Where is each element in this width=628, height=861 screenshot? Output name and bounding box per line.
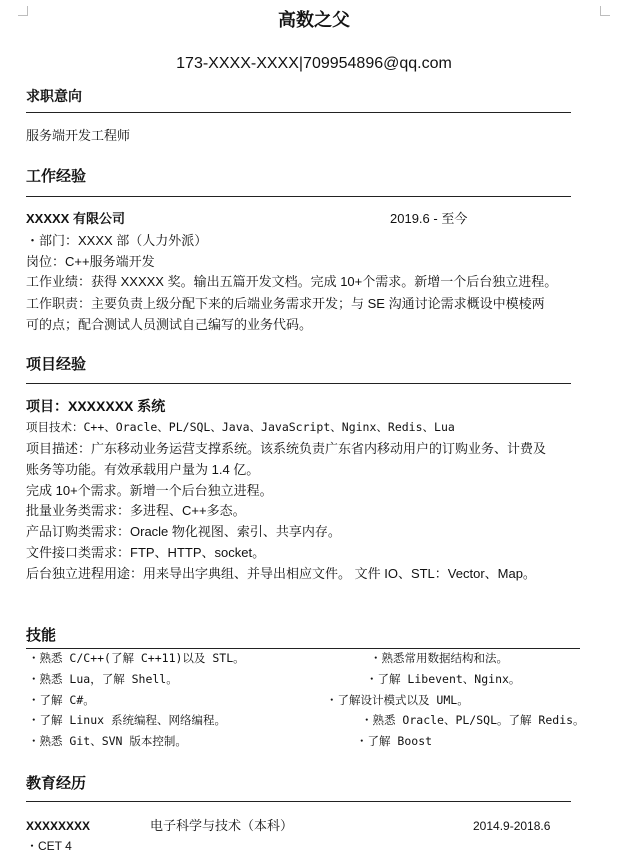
project-done: 完成 10+个需求。新增一个后台独立进程。	[26, 483, 273, 498]
project-batch: 批量业务类需求：多进程、C++多态。	[26, 503, 246, 518]
section-title-project: 项目经验	[26, 356, 87, 373]
section-divider	[26, 648, 580, 649]
resume-name: 高数之父	[278, 10, 350, 30]
section-divider	[26, 801, 571, 802]
skill-item: ・熟悉 Lua，了解 Shell。	[28, 672, 178, 686]
project-tech: 项目技术：C++、Oracle、PL/SQL、Java、JavaScript、Nginx、Redis、Lua	[26, 420, 455, 434]
project-desc-line1: 项目描述：广东移动业务运营支撑系统。该系统负责广东省内移动用户的订购业务、计费及	[26, 441, 547, 456]
objective-position: 服务端开发工程师	[26, 128, 131, 143]
work-achievements: 工作业绩：获得 XXXXX 奖。输出五篇开发文档。完成 10+个需求。新增一个后台独立进程。	[26, 274, 558, 289]
skill-item: ・了解设计模式以及 UML。	[326, 693, 469, 707]
project-file-iface: 文件接口类需求：FTP、HTTP、socket。	[26, 545, 266, 560]
skill-item: ・熟悉 Oracle、PL/SQL。了解 Redis。	[361, 713, 585, 727]
work-duties-line1: 工作职责：主要负责上级分配下来的后端业务需求开发；与 SE 沟通讨论需求概设中模棱两	[26, 296, 545, 311]
project-order: 产品订购类需求：Oracle 物化视图、索引、共享内存。	[26, 524, 341, 539]
skill-item: ・熟悉常用数据结构和法。	[370, 651, 508, 665]
work-post: 岗位：C++服务端开发	[26, 254, 155, 269]
education-cert: ・CET 4	[26, 839, 72, 853]
work-department: ・部门：XXXX 部（人力外派）	[26, 233, 208, 248]
section-title-work: 工作经验	[26, 168, 87, 185]
skill-item: ・了解 Linux 系统编程、网络编程。	[28, 713, 226, 727]
skill-item: ・熟悉 Git、SVN 版本控制。	[28, 734, 187, 748]
work-period: 2019.6 - 至今	[390, 211, 468, 226]
section-divider	[26, 112, 571, 113]
work-duties-line2: 可的点；配合测试人员测试自己编写的业务代码。	[26, 317, 313, 332]
education-period: 2014.9-2018.6	[473, 819, 551, 833]
section-title-education: 教育经历	[26, 775, 87, 792]
section-title-skills: 技能	[26, 627, 57, 644]
project-daemon: 后台独立进程用途：用来导出字典组、并导出相应文件。 文件 IO、STL：Vector、Map。	[26, 566, 536, 581]
project-name: 项目：XXXXXXX 系统	[26, 398, 166, 414]
work-company: XXXXX 有限公司	[26, 211, 125, 226]
skill-item: ・熟悉 C/C++(了解 C++11)以及 STL。	[28, 651, 245, 665]
education-major: 电子科学与技术（本科）	[150, 818, 294, 833]
skill-item: ・了解 Libevent、Nginx。	[366, 672, 521, 686]
skill-item: ・了解 Boost	[356, 734, 433, 748]
contact-line: 173-XXXX-XXXX|709954896@qq.com	[176, 55, 452, 72]
project-desc-line2: 账务等功能。有效承载用户量为 1.4 亿。	[26, 462, 260, 477]
section-divider	[26, 383, 571, 384]
skill-item: ・了解 C#。	[28, 693, 95, 707]
section-title-objective: 求职意向	[26, 88, 82, 104]
education-school: XXXXXXXX	[26, 819, 91, 833]
section-divider	[26, 196, 571, 197]
